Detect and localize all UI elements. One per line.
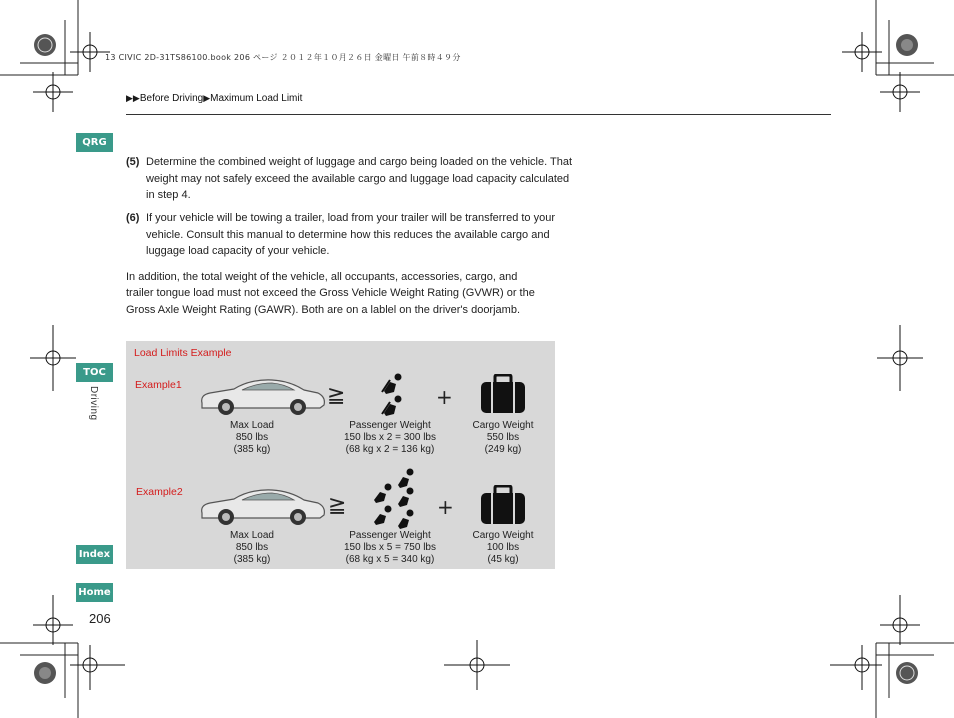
- step-5: [126, 154, 576, 204]
- greater-equal-symbol: ≧: [327, 383, 346, 408]
- step-text: If your vehicle will be towing a trailer, load from your trailer will be transferred to your vehicle. Consult this manual to determine how this reduces the available cargo and luggage load capacity of your vehicle.: [146, 212, 556, 257]
- toc-tab[interactable]: TOC: [76, 363, 113, 382]
- step-number: (6): [126, 212, 140, 224]
- plus-symbol: +: [436, 385, 453, 409]
- qrg-tab[interactable]: QRG: [76, 133, 113, 152]
- breadcrumb-separator: ▶: [203, 93, 211, 103]
- passenger-weight-caption: Passenger Weight 150 lbs x 5 = 750 lbs (68 kg x 5 = 340 kg): [343, 530, 436, 565]
- example2-label: Example2: [136, 486, 183, 498]
- plus-symbol: +: [437, 495, 454, 519]
- body-paragraph: In addition, the total weight of the vehicle, all occupants, accessories, cargo, and trailer tongue load must not exceed the Gross Vehicle Weight Rating (GVWR) or the Gross Axle Weight Rating (GAWR). Both are on a lablel on the driver's doorjamb.: [126, 271, 535, 316]
- chapter-label: Driving: [88, 386, 99, 421]
- print-header: 13 CIVIC 2D-31TS86100.book 206 ページ ２０１２年１０月２６日 金曜日 午前８時４９分: [105, 53, 461, 62]
- cargo-weight-caption: Cargo Weight 100 lbs (45 kg): [472, 530, 534, 565]
- breadcrumb-arrows: ▶▶: [126, 93, 140, 103]
- cargo-weight-caption: Cargo Weight 550 lbs (249 kg): [472, 420, 534, 455]
- home-tab[interactable]: Home: [76, 583, 113, 602]
- header-divider: [126, 114, 831, 115]
- greater-equal-symbol: ≧: [328, 493, 347, 518]
- car-icon: [198, 485, 328, 527]
- step-6: [126, 210, 566, 260]
- example1-label: Example1: [135, 379, 182, 391]
- luggage-icon: [480, 485, 526, 525]
- breadcrumb-current: Maximum Load Limit: [210, 93, 303, 104]
- index-tab[interactable]: Index: [76, 545, 113, 564]
- example-box-title: Load Limits Example: [134, 347, 232, 359]
- passenger-weight-caption: Passenger Weight 150 lbs x 2 = 300 lbs (68 kg x 2 = 136 kg): [343, 420, 436, 455]
- breadcrumb: [126, 93, 302, 104]
- page-number: 206: [89, 611, 111, 626]
- step-text: Determine the combined weight of luggage and cargo being loaded on the vehicle. That weight may not safely exceed the available cargo and luggage load capacity calculated in step 4.: [146, 156, 573, 201]
- step-number: (5): [126, 156, 140, 168]
- max-load-caption: Max Load 850 lbs (385 kg): [230, 530, 274, 565]
- car-icon: [198, 375, 328, 417]
- passenger-icon: [374, 372, 408, 418]
- max-load-caption: Max Load 850 lbs (385 kg): [230, 420, 274, 455]
- passengers-icon: [366, 467, 418, 531]
- breadcrumb-section-link[interactable]: Before Driving: [139, 93, 204, 104]
- luggage-icon: [480, 374, 526, 414]
